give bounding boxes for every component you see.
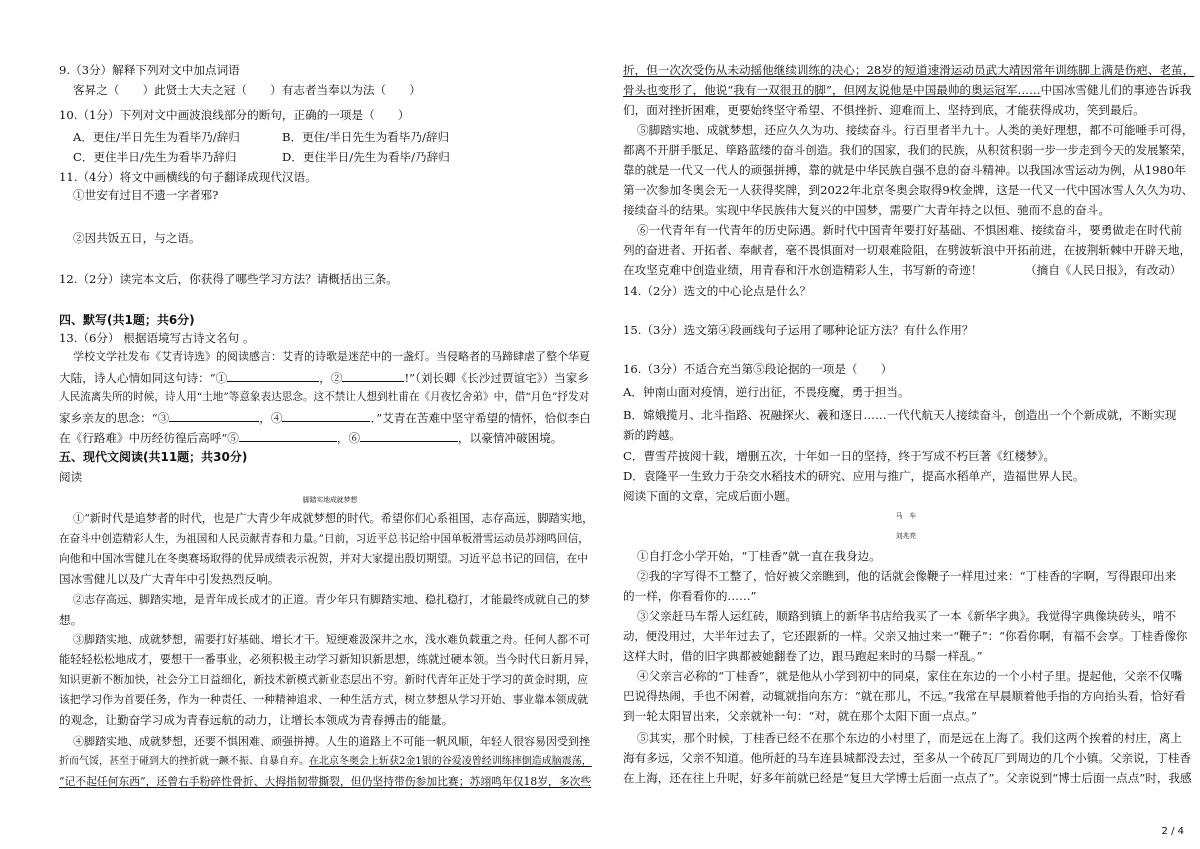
article-1-title: 脚踏实地成就梦想: [302, 496, 358, 504]
para-4-line-1: ④脚踏实地、成就梦想，还要不惧困难、顽强拼搏。人生的道路上不可能一帆风顺，年轻人很容易因受到挫: [73, 735, 590, 748]
para-3-line-2: 能轻轻松松地成才，要想干一番事业，必须积极主动学习新知识新思想，练就过硬本领。当今时代日新月异，: [59, 653, 597, 666]
q14-prompt: 14.（2分）选文的中心论点是什么？: [623, 284, 812, 298]
story-para-3-line-3: 这样大时，借的旧字典都被她翻卷了边，跟马跑起来时的马鬃一样乱。”: [623, 649, 983, 663]
q13-prompt: 13.（6分） 根据语境写古诗文名句 。: [59, 331, 255, 345]
article-source: （摘自《人民日报》，有改动）: [1025, 263, 1182, 277]
para-5-line-3: 靠的就是一代又一代人的顽强拼搏，靠的就是中华民族自强不息的奋斗精神。以我国冰雪运动为例，从1980年: [623, 163, 1186, 177]
q11-sentence-2: ②因共饭五日，与之语。: [73, 231, 201, 245]
q10-option-a: A．更住/半日先生为看毕乃/辞归: [73, 130, 240, 144]
para-6-line-3: 在攻坚克难中创造业绩，用青春和汗水创造精彩人生，书写新的奇迹！: [623, 263, 983, 277]
story-para-4-line-2: 巴说得热闹，手也不闲着，动辄就指向东方：“就在那儿，不远。”我常在早晨顺着他手指的方向抬头看，恰好看: [623, 689, 1186, 703]
page-number: 2 / 4: [1161, 826, 1184, 837]
underlined-sentence: 在北京冬奥会上斩获2金1银的谷爱凌曾经训练摔倒造成脑震荡，: [309, 756, 592, 767]
para-5-line-4: 第一次参加冬奥会无一人获得奖牌，到2022年北京冬奥会取得9枚金牌，这是一代又一代中国冰雪人久久为功、: [623, 183, 1194, 197]
q11-prompt: 11.（4分）将文中画横线的句子翻译成现代汉语。: [59, 170, 317, 184]
q16-option-a: A．钟南山面对疫情，逆行出征，不畏疫魔，勇于担当。: [623, 385, 910, 399]
para-6-line-1: ⑥一代青年有一代青年的历史际遇。新时代中国青年要打好基础、不惧困难、接续奋斗，要勇做走在时代前: [637, 223, 1182, 237]
q12-prompt: 12.（2分）读完本文后，你获得了哪些学习方法？请概括出三条。: [59, 272, 398, 286]
para-5-line-5: 接续奋斗的结果。实现中华民族伟大复兴的中国梦，需要广大青年持之以恒、驰而不息的奋斗。: [623, 203, 1110, 217]
right-line-2: 骨头也变形了，他说“我有一双很丑的脚”，但网友说他是中国最帅的奥运冠军……中国冰雪健儿们的事迹告诉我: [623, 83, 1192, 97]
answer-blank-3[interactable]: [169, 410, 259, 422]
q11-sentence-1: ①世安有过目不遗一字者邪?: [73, 188, 219, 202]
section-4-heading: 四、默写(共1题；共6分): [59, 313, 195, 327]
q13-line-5: 在《行路难》中历经彷徨后高呼“⑤ ，⑥ ，以豪情冲破困境。: [59, 431, 563, 445]
para-6-line-2: 列的奋进者、开拓者、奉献者，毫不畏惧面对一切艰难险阻，在劈波斩浪中开拓前进，在披荆斩棘中开辟天地，: [623, 243, 1192, 257]
q13-line-4: 家乡亲友的思念：“③ ，④ ．”艾青在苦难中坚守希望的情怀，恰似李白: [59, 411, 591, 425]
story-para-4-line-3: 到一轮太阳冒出来，父亲就补一句：“对，就在那个太阳下面一点点。”: [623, 709, 977, 723]
q16-option-b-line-1: B．嫦娥揽月、北斗指路、祝融探火、羲和逐日……一代代航天人接续奋斗，创造出一个个新成就，不断实现: [623, 408, 1177, 422]
article-2-author: 刘兆亮: [895, 532, 917, 540]
story-para-2-line-1: ②我的字写得不工整了，恰好被父亲瞧到，他的话就会像鞭子一样甩过来：“丁桂香的字啊，写得跟印出来: [637, 569, 1177, 583]
right-line-1: 折，但一次次受伤从未动摇他继续训练的决心；28岁的短道速滑运动员武大靖因常年训练脚上满是伤疤、老茧，: [623, 63, 1195, 77]
q10-prompt: 10.（1分）下列对文中画波浪线部分的断句，正确的一项是（ ）: [59, 108, 410, 122]
story-para-2-line-2: 的一样，你看看你的……”: [623, 589, 757, 603]
q15-prompt: 15.（3分）选文第④段画线句子运用了哪种论证方法？有什么作用？: [623, 323, 974, 337]
story-para-5-line-1: ⑤其实，那个时候，丁桂香已经不在那个东边的小村里了，而是远在上海了。我们这两个挨着的村庄，离上: [637, 731, 1182, 745]
para-4-line-2: 折而气馁，甚至于碰到大的挫折就一蹶不振、自暴自弃。在北京冬奥会上斩获2金1银的谷爱凌曾经训练摔倒造成脑震荡，: [59, 756, 592, 767]
para-5-line-1: ⑤脚踏实地、成就梦想，还应久久为功、接续奋斗。行百里者半九十。人类的美好理想，都不可能唾手可得，: [637, 123, 1194, 137]
answer-blank-4[interactable]: [282, 410, 370, 422]
para-4-line-3: “记不起任何东西”，还曾右手粉碎性骨折、大拇指韧带撕裂，但仍坚持带伤参加比赛；苏翊鸣年仅18岁，多次些: [59, 775, 592, 788]
article-2-title: 马 车: [895, 512, 917, 520]
story-para-3-line-2: 动，便没用过，大半年过去了，它还跟新的一样。父亲又抽过来一“鞭子”：“你看你啊，有福不会享。丁桂香像你: [623, 629, 1188, 643]
answer-blank-1[interactable]: [227, 370, 319, 382]
para-1-line-3: 向他和中国冰雪健儿在冬奥赛场取得的优异成绩表示祝贺，并对大家提出殷切期望。习近平总书记的回信，在中: [59, 552, 589, 565]
q16-prompt: 16.（3分）不适合充当第⑤段论据的一项是（ ）: [623, 362, 893, 376]
story-para-3-line-1: ③父亲赶马车帮人运红砖，顺路到镇上的新华书店给我买了一本《新华字典》。我觉得字典像块砖头，啃不: [637, 609, 1177, 623]
para-3-line-1: ③脚踏实地、成就梦想，需要打好基础、增长才干。短绠难汲深井之水，浅水难负载重之舟。任何人都不可: [73, 633, 590, 646]
answer-blank-2[interactable]: [342, 370, 404, 382]
q16-option-b-line-2: 新的跨越。: [623, 428, 681, 442]
para-2-line-1: ②志存高远、脚踏实地，是青年成长成才的正道。青少年只有脚踏实地、稳扎稳打，才能最终成就自己的梦: [73, 593, 590, 606]
section-5-heading: 五、现代文阅读(共11题；共30分): [59, 450, 248, 464]
answer-blank-6[interactable]: [360, 430, 458, 442]
q13-line-1: 学校文学社发布《艾青诗选》的阅读感言：艾青的诗歌是迷茫中的一盏灯。当侵略者的马蹄肆虐了整个华夏: [73, 350, 590, 363]
right-line-3: 们，面对挫折困难，更要始终坚守希望、不惧挫折、迎难而上、坚持到底，才能获得成功，笑到最后。: [623, 103, 1145, 117]
para-5-line-2: 都离不开胼手胝足、筚路蓝缕的奋斗创造。我们的国家，我们的民族，从积贫积弱一步一步走到今天的发展繁荣，: [623, 143, 1193, 157]
story-para-5-line-3: 在上海，还在往上升呢，好多年前就已经是“复旦大学博士后面一点点了”。父亲说到“博士后面一点点”时，我感: [623, 771, 1192, 785]
q9-prompt: 9.（3分）解释下列对文中加点词语: [59, 63, 240, 77]
q13-line-3: 人民流离失所的时候，诗人用“土地”等意象表达思念。这不禁让人想到杜甫在《月夜忆舍弟》中，借“月色”抒发对: [59, 391, 590, 403]
para-1-line-1: ①“新时代是追梦者的时代，也是广大青少年成就梦想的时代。希望你们心系祖国，志存高远，脚踏实地，: [73, 512, 594, 525]
story-para-1: ①自打念小学开始，“丁桂香”就一直在我身边。: [637, 549, 881, 563]
para-3-line-3: 知识更新不断加快，社会分工日益细化，新技术新模式新业态层出不穷。新时代青年正处于学习的黄金时期，应: [59, 673, 589, 686]
q16-option-c: C．曹雪芹披阅十载，增删五次，十年如一日的坚持，终于写成不朽巨著《红楼梦》。: [623, 449, 1056, 463]
para-1-line-4: 国冰雪健儿以及广大青年中引发热烈反响。: [59, 572, 280, 586]
para-1-line-2: 在奋斗中创造精彩人生，为祖国和人民贡献青春和力量。”日前，习近平总书记给中国单板滑雪运动员苏翊鸣回信，: [59, 533, 589, 545]
q16-option-d: D．袁隆平一生致力于杂交水稻技术的研究、应用与推广，提高水稻单产，造福世界人民。: [623, 469, 1085, 483]
para-2-line-2: 想。: [59, 613, 83, 627]
q9-items: 客昇之（ ）此贤士大夫之冠（ ）有志者当奉以为法（ ）: [73, 83, 421, 97]
story-para-4-line-1: ④父亲言必称的“丁桂香”，就是他从小学到初中的同桌，家住在东边的一个小村子里。提起他，父亲不仅嘴: [637, 669, 1183, 683]
q10-option-b: B．更住/半日先生为看毕乃/辞归: [282, 130, 450, 144]
reading-intro-2: 阅读下面的文章，完成后面小题。: [623, 489, 797, 503]
story-para-5-line-2: 海有多远，父亲不知道。他所赶的马车连县城都没去过，至多从一个砖瓦厂到周边的几个小镇。父亲说，丁桂香: [623, 751, 1192, 765]
para-3-line-5: 的观念，让勤奋学习成为青春远航的动力，让增长本领成为青春搏击的能量。: [59, 713, 454, 727]
answer-blank-5[interactable]: [239, 430, 337, 442]
reading-label: 阅读: [59, 470, 83, 484]
q10-option-d: D．更住半日/先生为看毕/乃辞归: [282, 150, 450, 164]
q10-option-c: C．更住半日/先生为看毕乃辞归: [73, 150, 237, 164]
q13-line-2: 大陆，诗人心情如同这句诗：“① ，② !”（刘长卿《长沙过贾谊宅》）当家乡: [59, 371, 589, 385]
para-3-line-4: 该把学习作为首要任务，作为一种责任、一种精神追求、一种生活方式，树立梦想从学习开始、事业靠本领成就: [59, 693, 589, 706]
